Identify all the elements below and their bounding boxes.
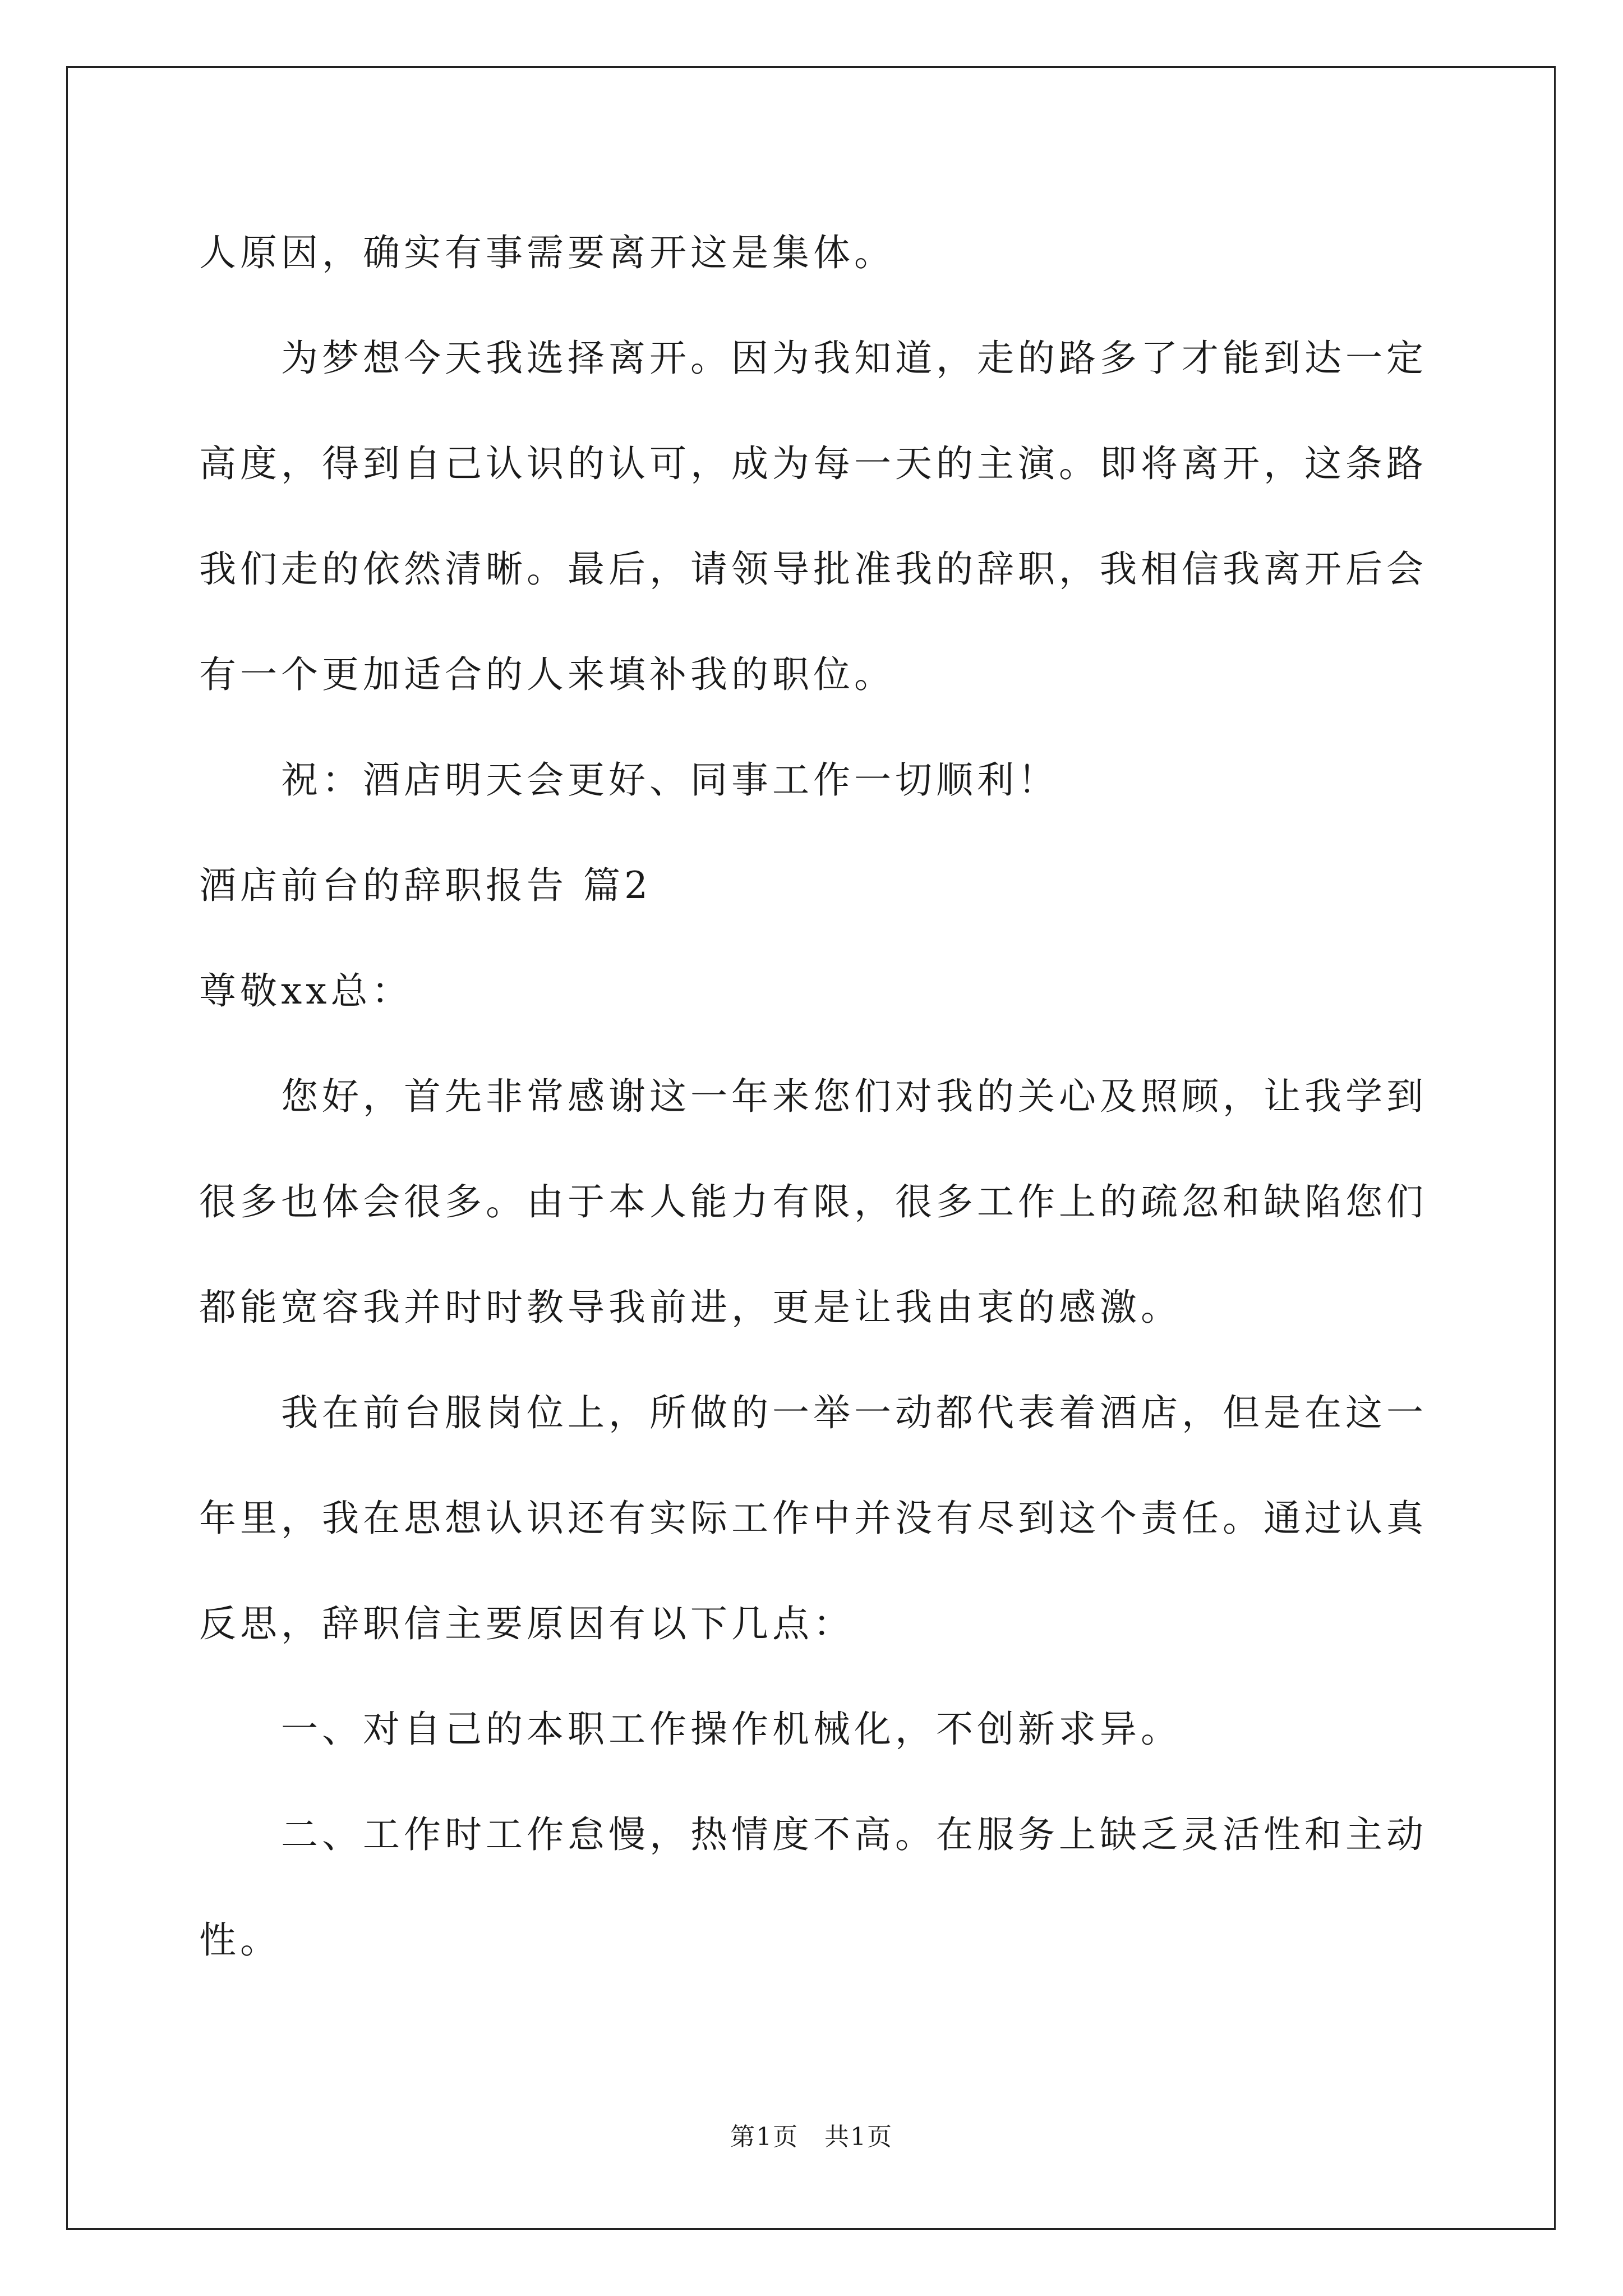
page-number: 第1页 共1页 [730, 2123, 893, 2151]
reason-item-2-line-1: 二、工作时工作怠慢，热情度不高。在服务上缺乏灵活性和主动 [281, 1813, 1427, 1856]
page-border [66, 66, 1556, 2230]
reason-item-2-line-2: 性。 [199, 1918, 281, 1962]
paragraph-dream-line-1: 为梦想今天我选择离开。因为我知道，走的路多了才能到达一定 [281, 337, 1427, 380]
salutation: 尊敬xx总： [199, 969, 413, 1013]
paragraph-dream-line-2: 高度，得到自己认识的认可，成为每一天的主演。即将离开，这条路 [199, 442, 1427, 485]
paragraph-dream-line-3: 我们走的依然清晰。最后，请领导批准我的辞职，我相信我离开后会 [199, 547, 1427, 591]
section-title: 酒店前台的辞职报告 篇2 [199, 864, 652, 907]
paragraph-thanks-line-1: 您好，首先非常感谢这一年来您们对我的关心及照顾，让我学到 [281, 1075, 1427, 1118]
text-line-continuation: 人原因，确实有事需要离开这是集体。 [199, 231, 895, 274]
paragraph-reflection-line-2: 年里，我在思想认识还有实际工作中并没有尽到这个责任。通过认真 [199, 1497, 1427, 1540]
paragraph-reflection-line-3: 反思，辞职信主要原因有以下几点： [199, 1602, 854, 1645]
paragraph-dream-line-4: 有一个更加适合的人来填补我的职位。 [199, 653, 895, 696]
paragraph-thanks-line-2: 很多也体会很多。由于本人能力有限，很多工作上的疏忽和缺陷您们 [199, 1180, 1427, 1223]
paragraph-reflection-line-1: 我在前台服岗位上，所做的一举一动都代表着酒店，但是在这一 [281, 1391, 1427, 1434]
paragraph-thanks-line-3: 都能宽容我并时时教导我前进，更是让我由衷的感激。 [199, 1286, 1182, 1329]
reason-item-1: 一、对自己的本职工作操作机械化，不创新求异。 [281, 1708, 1182, 1751]
closing-wish: 祝：酒店明天会更好、同事工作一切顺利！ [281, 758, 1059, 802]
